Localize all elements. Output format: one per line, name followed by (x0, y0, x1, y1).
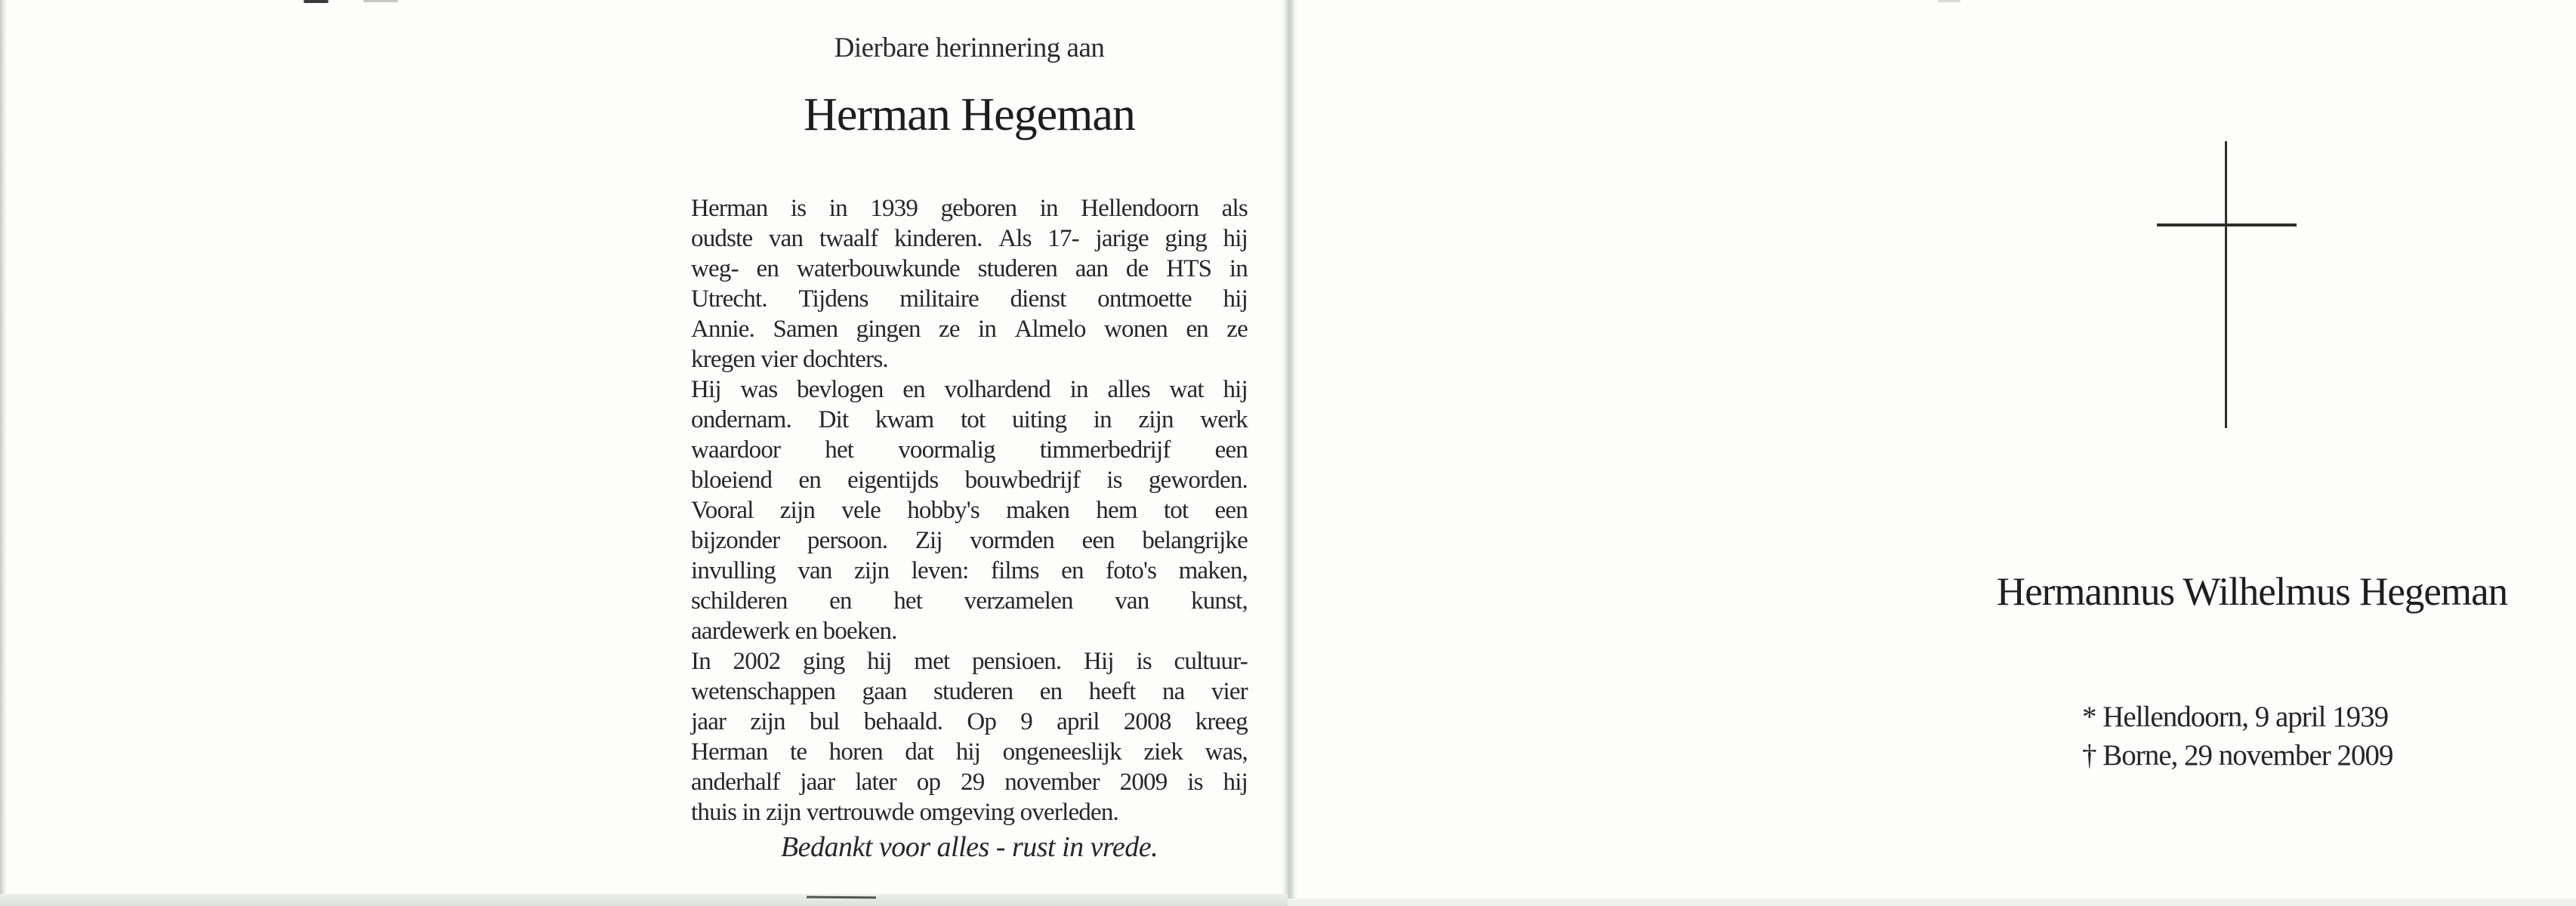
scan-artifact-top-mark-right (1938, 0, 1961, 2)
scan-artifact-bottom-mark (807, 896, 876, 899)
body-line: bijzonder persoon. Zij vormden een belangrijke (691, 527, 1248, 554)
body-paragraph (691, 193, 1248, 374)
scan-artifact-top-mark-faint (363, 0, 398, 2)
body-line: ondernam. Dit kwam tot uiting in zijn werk (691, 406, 1248, 433)
page-left-edge-shadow (0, 0, 7, 906)
memorial-title: Herman Hegeman (804, 89, 1135, 140)
body-line: weg- en waterbouwkunde studeren aan de HTS in (691, 255, 1248, 282)
scan-bottom-strip-left (0, 894, 1288, 906)
body-line: invulling van zijn leven: films en foto's maken, (691, 557, 1248, 584)
card-fold-spine (1282, 0, 1298, 898)
death-line: † Borne, 29 november 2009 (2082, 739, 2393, 772)
body-line: Herman te horen dat hij ongeneeslijk ziek was, (691, 738, 1248, 766)
body-line: Annie. Samen gingen ze in Almelo wonen en ze (691, 316, 1248, 343)
body-paragraph (691, 646, 1248, 827)
scan-bottom-strip-right (1288, 898, 2576, 906)
body-line: waardoor het voormalig timmerbedrijf een (691, 436, 1248, 464)
body-line: In 2002 ging hij met pensioen. Hij is cultuur- (691, 648, 1248, 675)
body-line: jaar zijn bul behaald. Op 9 april 2008 kreeg (691, 708, 1248, 735)
body-line: aardewerk en boeken. (691, 618, 897, 645)
cross-horizontal-bar (2157, 223, 2297, 226)
body-line: Herman is in 1939 geboren in Hellendoorn als (691, 195, 1248, 222)
body-line: wetenschappen gaan studeren en heeft na vier (691, 678, 1248, 705)
body-line: Vooral zijn vele hobby's maken hem tot een (691, 497, 1248, 524)
body-paragraph (691, 374, 1248, 646)
body-line: anderhalf jaar later op 29 november 2009 is hij (691, 769, 1248, 796)
deceased-full-name: Hermannus Wilhelmus Hegeman (1996, 570, 2508, 614)
cross-vertical-bar (2225, 141, 2227, 428)
body-line: Utrecht. Tijdens militaire dienst ontmoette hij (691, 285, 1248, 313)
closing-line: Bedankt voor alles - rust in vrede. (780, 831, 1158, 863)
body-line: bloeiend en eigentijds bouwbedrijf is geworden. (691, 467, 1248, 494)
body-line: kregen vier dochters. (691, 346, 888, 373)
body-text (691, 193, 1248, 827)
body-line: schilderen en het verzamelen van kunst, (691, 587, 1248, 615)
life-dates (2082, 698, 2393, 775)
body-line: oudste van twaalf kinderen. Als 17- jarige ging hij (691, 225, 1248, 252)
birth-line: * Hellendoorn, 9 april 1939 (2082, 701, 2389, 733)
body-line: thuis in zijn vertrouwde omgeving overleden. (691, 799, 1118, 826)
memorial-subtitle: Dierbare herinnering aan (834, 32, 1105, 63)
scan-artifact-top-mark (304, 0, 329, 3)
body-line: Hij was bevlogen en volhardend in alles wat hij (691, 376, 1248, 403)
